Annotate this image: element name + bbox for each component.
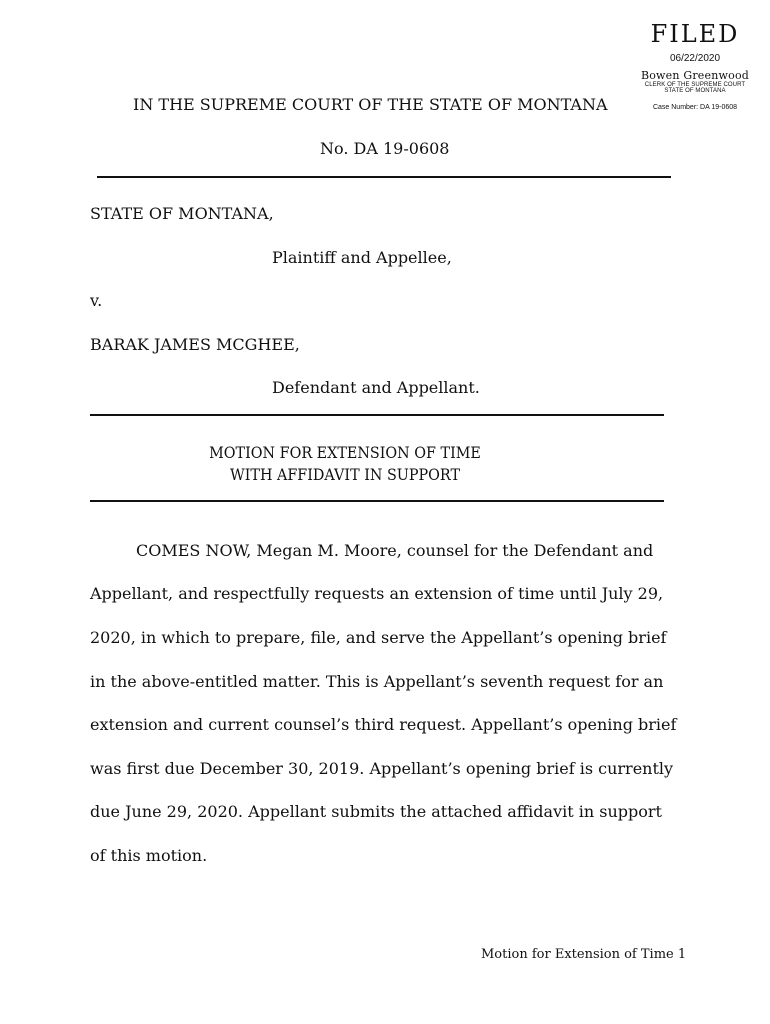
party-defendant: BARAK JAMES MCGHEE, — [90, 335, 300, 354]
filed-date: 06/22/2020 — [669, 53, 721, 64]
docket-number: No. DA 19-0608 — [320, 139, 450, 158]
clerk-title: CLERK OF THE SUPREME COURT — [644, 82, 746, 88]
page-footer: Motion for Extension of Time 1 — [481, 947, 687, 962]
body-line: was first due December 30, 2019. Appellant’s opening brief is currently — [90, 759, 674, 778]
case-number: Case Number: DA 19-0608 — [652, 104, 738, 111]
body-line: of this motion. — [90, 846, 208, 865]
court-name: IN THE SUPREME COURT OF THE STATE OF MONTANA — [133, 95, 608, 114]
motion-title-line1: MOTION FOR EXTENSION OF TIME — [209, 443, 481, 462]
body-line: extension and current counsel’s third request. Appellant’s opening brief — [90, 715, 677, 734]
caption-rule-bottom — [90, 414, 664, 416]
versus: v. — [90, 291, 103, 310]
title-rule — [90, 500, 664, 502]
body-line: COMES NOW, Megan M. Moore, counsel for the Defendant and — [136, 541, 654, 560]
plaintiff-role: Plaintiff and Appellee, — [272, 248, 452, 267]
filed-label: FILED — [650, 20, 740, 48]
clerk-signature: Bowen Greenwood — [640, 69, 750, 82]
body-line: due June 29, 2020. Appellant submits the attached affidavit in support — [90, 802, 662, 821]
body-line: in the above-entitled matter. This is Appellant’s seventh request for an — [90, 672, 664, 691]
body-line: Appellant, and respectfully requests an extension of time until July 29, — [90, 584, 664, 603]
body-line: 2020, in which to prepare, file, and serve the Appellant’s opening brief — [90, 628, 667, 647]
defendant-role: Defendant and Appellant. — [272, 378, 480, 397]
clerk-state: STATE OF MONTANA — [664, 88, 726, 94]
motion-title-line2: WITH AFFIDAVIT IN SUPPORT — [229, 465, 461, 484]
party-plaintiff: STATE OF MONTANA, — [90, 204, 274, 223]
filed-stamp — [640, 22, 750, 111]
caption-rule-top — [97, 176, 671, 178]
